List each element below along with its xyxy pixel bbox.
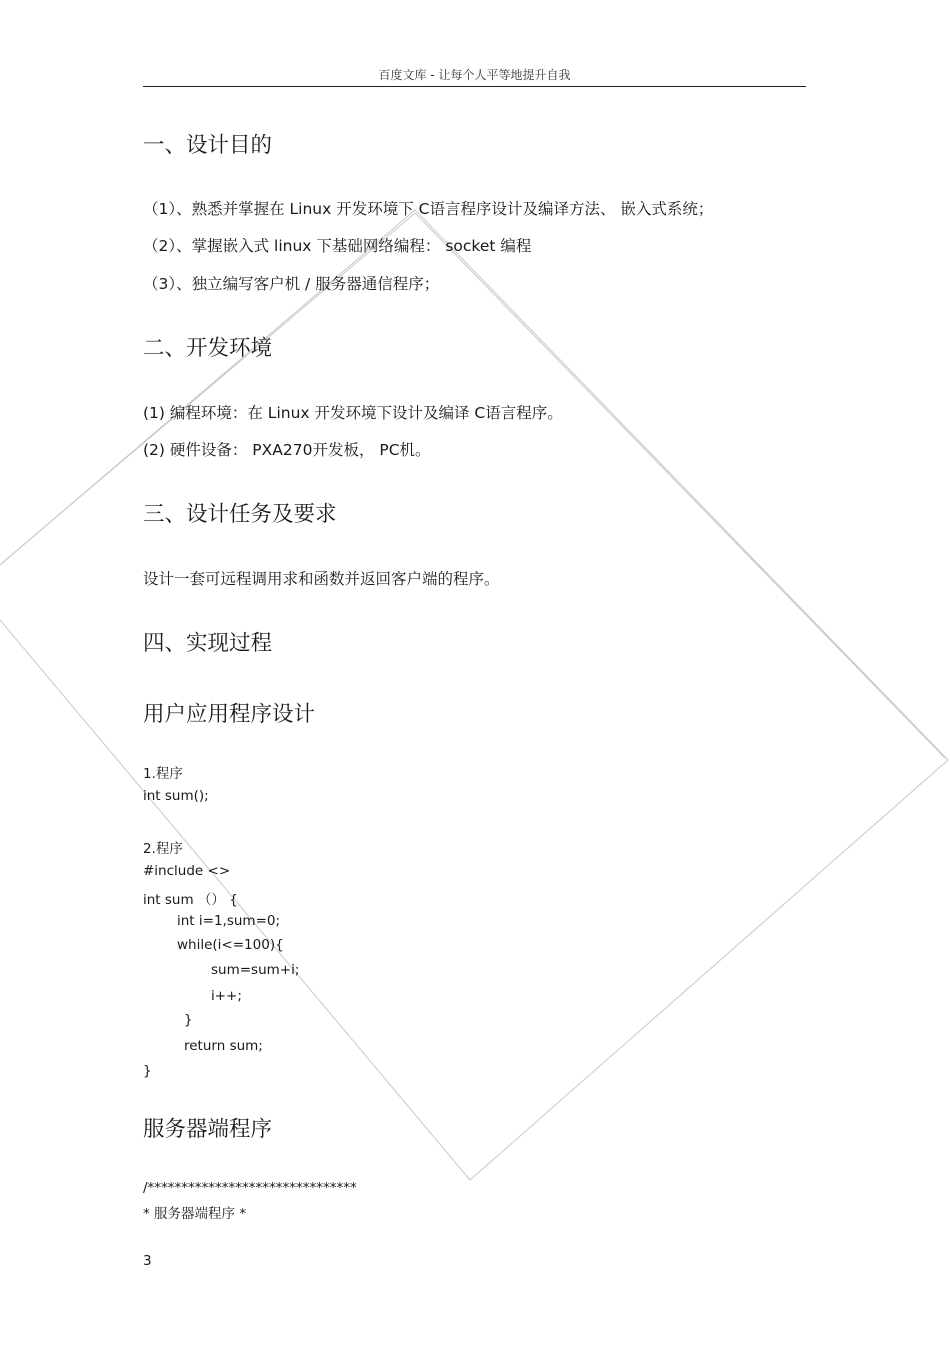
- section-title-task: 三、设计任务及要求: [143, 502, 337, 527]
- code-line: 1.程序: [143, 766, 183, 782]
- code-line: int sum （） {: [143, 892, 238, 908]
- code-line: sum=sum+i;: [211, 962, 300, 978]
- environment-item-2: (2) 硬件设备： PXA270开发板， PC机。: [143, 441, 431, 459]
- code-line: while(i<=100){: [177, 937, 284, 953]
- code-line: int sum();: [143, 788, 209, 804]
- subsection-title-server: 服务器端程序: [143, 1117, 273, 1142]
- page-header: 百度文库 - 让每个人平等地提升自我: [378, 68, 571, 82]
- code-line: int i=1,sum=0;: [177, 913, 281, 929]
- code-line: i++;: [211, 988, 242, 1004]
- code-line: #include <>: [143, 863, 231, 879]
- code-line: }: [184, 1012, 193, 1028]
- purpose-item-3: （3）、独立编写客户机 / 服务器通信程序；: [143, 275, 440, 293]
- section-title-purpose: 一、设计目的: [143, 133, 273, 158]
- watermark-diamond-inner: [2, 213, 945, 758]
- page-number: 3: [143, 1253, 152, 1269]
- purpose-item-1: （1）、熟悉并掌握在 Linux 开发环境下 C语言程序设计及编译方法、 嵌入式系统；: [143, 200, 714, 218]
- task-description: 设计一套可远程调用求和函数并返回客户端的程序。: [143, 570, 500, 588]
- section-title-environment: 二、开发环境: [143, 336, 273, 361]
- code-line: /*******************************: [143, 1180, 357, 1196]
- header-divider: [143, 86, 806, 87]
- subsection-title-user-app: 用户应用程序设计: [143, 702, 316, 727]
- section-title-implementation: 四、实现过程: [143, 631, 273, 656]
- code-line: }: [143, 1063, 152, 1079]
- environment-item-1: (1) 编程环境：在 Linux 开发环境下设计及编译 C语言程序。: [143, 404, 563, 422]
- code-line: 2.程序: [143, 841, 183, 857]
- code-line: return sum;: [184, 1038, 263, 1054]
- purpose-item-2: （2）、掌握嵌入式 linux 下基础网络编程： socket 编程: [143, 237, 532, 255]
- code-line: * 服务器端程序 *: [143, 1206, 247, 1222]
